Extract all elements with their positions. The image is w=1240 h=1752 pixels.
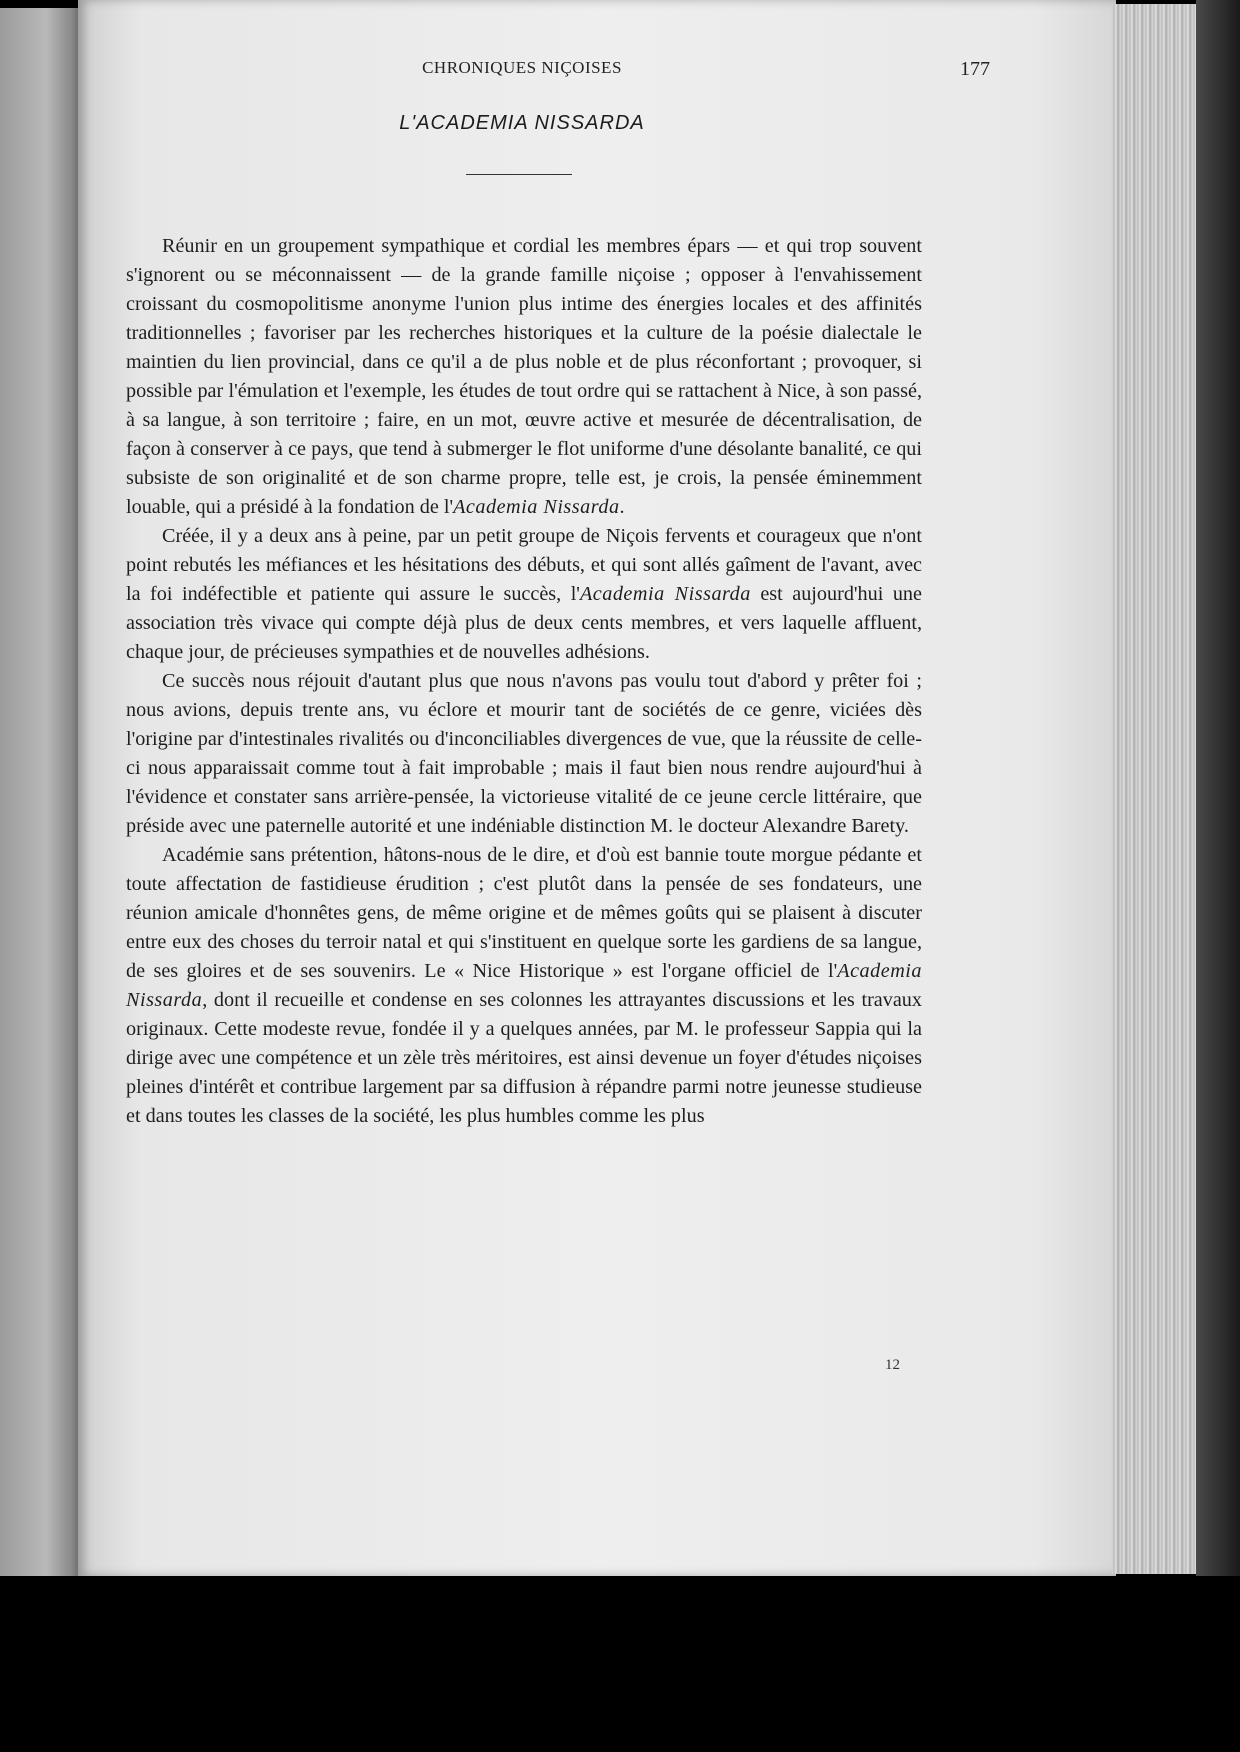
article-title: L'ACADEMIA NISSARDA bbox=[399, 112, 645, 134]
italic-title: Academia Nissarda bbox=[126, 960, 922, 1011]
paragraph-text: Académie sans prétention, hâtons-nous de le dire, et d'où est bannie toute morgue pédante et toute affectation de fastidieuse érudition ; c'est plutôt dans la pensée de ses fondateurs, une réunion amicale d'honnêtes gens, de même origine et de mêmes goûts qui se plaisent à discuter entre eux des choses du terroir natal et qui s'instituent en quelque sorte les gardiens de sa langue, de ses gloires et de ses souvenirs. Le « Nice Historique » est l'organe officiel de l' bbox=[126, 844, 922, 982]
left-page-edge bbox=[0, 8, 84, 1576]
paragraph bbox=[126, 522, 922, 667]
page-number: 177 bbox=[960, 58, 990, 80]
paragraph-text: Réunir en un groupement sympathique et cordial les membres épars — et qui trop souvent s'ignorent ou se méconnaissent — de la grande famille niçoise ; opposer à l'envahissement croissant du cosmopolitisme anonyme l'union plus intime des énergies locales et des affinités traditionnelles ; favoriser par les recherches historiques et la culture de la poésie dialectale le maintien du lien provincial, dans ce qu'il a de plus noble et de plus réconfortant ; provoquer, si possible par l'émulation et l'exemple, les études de tout ordre qui se rattachent à Nice, à son passé, à sa langue, à son territoire ; faire, en un mot, œuvre active et mesurée de décentralisation, de façon à conserver à ce pays, que tend à submerger le flot uniforme d'une désolante banalité, ce qui subsiste de son originalité et de son charme propre, telle est, je crois, la pensée éminemment louable, qui a présidé à la fondation de l' bbox=[126, 235, 922, 518]
paragraph bbox=[126, 667, 922, 841]
running-header bbox=[120, 58, 1000, 88]
title-divider bbox=[466, 174, 572, 175]
paragraph-text: Créée, il y a deux ans à peine, par un petit groupe de Niçois fervents et courageux que n'ont point rebutés les méfiances et les hésitations des débuts, et qui sont allés gaîment de l'avant, avec la foi indéfectible et patiente qui assure le succès, l' bbox=[126, 525, 922, 605]
paragraph-text: Ce succès nous réjouit d'autant plus que nous n'avons pas voulu tout d'abord y prêter foi ; nous avions, depuis trente ans, vu éclore et mourir tant de sociétés de ce genre, viciées dès l'origine par d'intestinales rivalités ou d'inconciliables divergences de vue, que la réussite de celle-ci nous apparaissait comme tout à fait improbable ; mais il faut bien nous rendre aujourd'hui à l'évidence et constater sans arrière-pensée, la victorieuse vitalité de ce jeune cercle littéraire, que préside avec une paternelle autorité et une indéniable distinction M. le docteur Alexandre Barety. bbox=[126, 670, 922, 837]
paragraph-text: est aujourd'hui une association très vivace qui compte déjà plus de deux cents membres, et vers laquelle affluent, chaque jour, de précieuses sympathies et de nouvelles adhésions. bbox=[126, 583, 922, 663]
paragraph-text: . bbox=[619, 496, 625, 518]
running-title: CHRONIQUES NIÇOISES bbox=[422, 58, 622, 77]
signature-mark: 12 bbox=[885, 1357, 900, 1373]
binding-shadow bbox=[1196, 0, 1240, 1576]
italic-title: Academia Nissarda bbox=[453, 496, 620, 518]
article-body bbox=[126, 232, 922, 1131]
paragraph bbox=[126, 232, 922, 522]
paragraph-text: , dont il recueille et condense en ses colonnes les attrayantes discussions et les travaux originaux. Cette modeste revue, fondée il y a quelques années, par M. le professeur Sappia qui la dirige avec une compétence et un zèle très méritoires, est ainsi devenue un foyer d'études niçoises pleines d'intérêt et contribue largement par sa diffusion à répandre parmi notre jeunesse studieuse et dans toutes les classes de la société, les plus humbles comme les plus bbox=[126, 989, 922, 1127]
paragraph bbox=[126, 841, 922, 1131]
italic-title: Academia Nissarda bbox=[579, 583, 751, 605]
page-stack-edges bbox=[1112, 4, 1208, 1574]
